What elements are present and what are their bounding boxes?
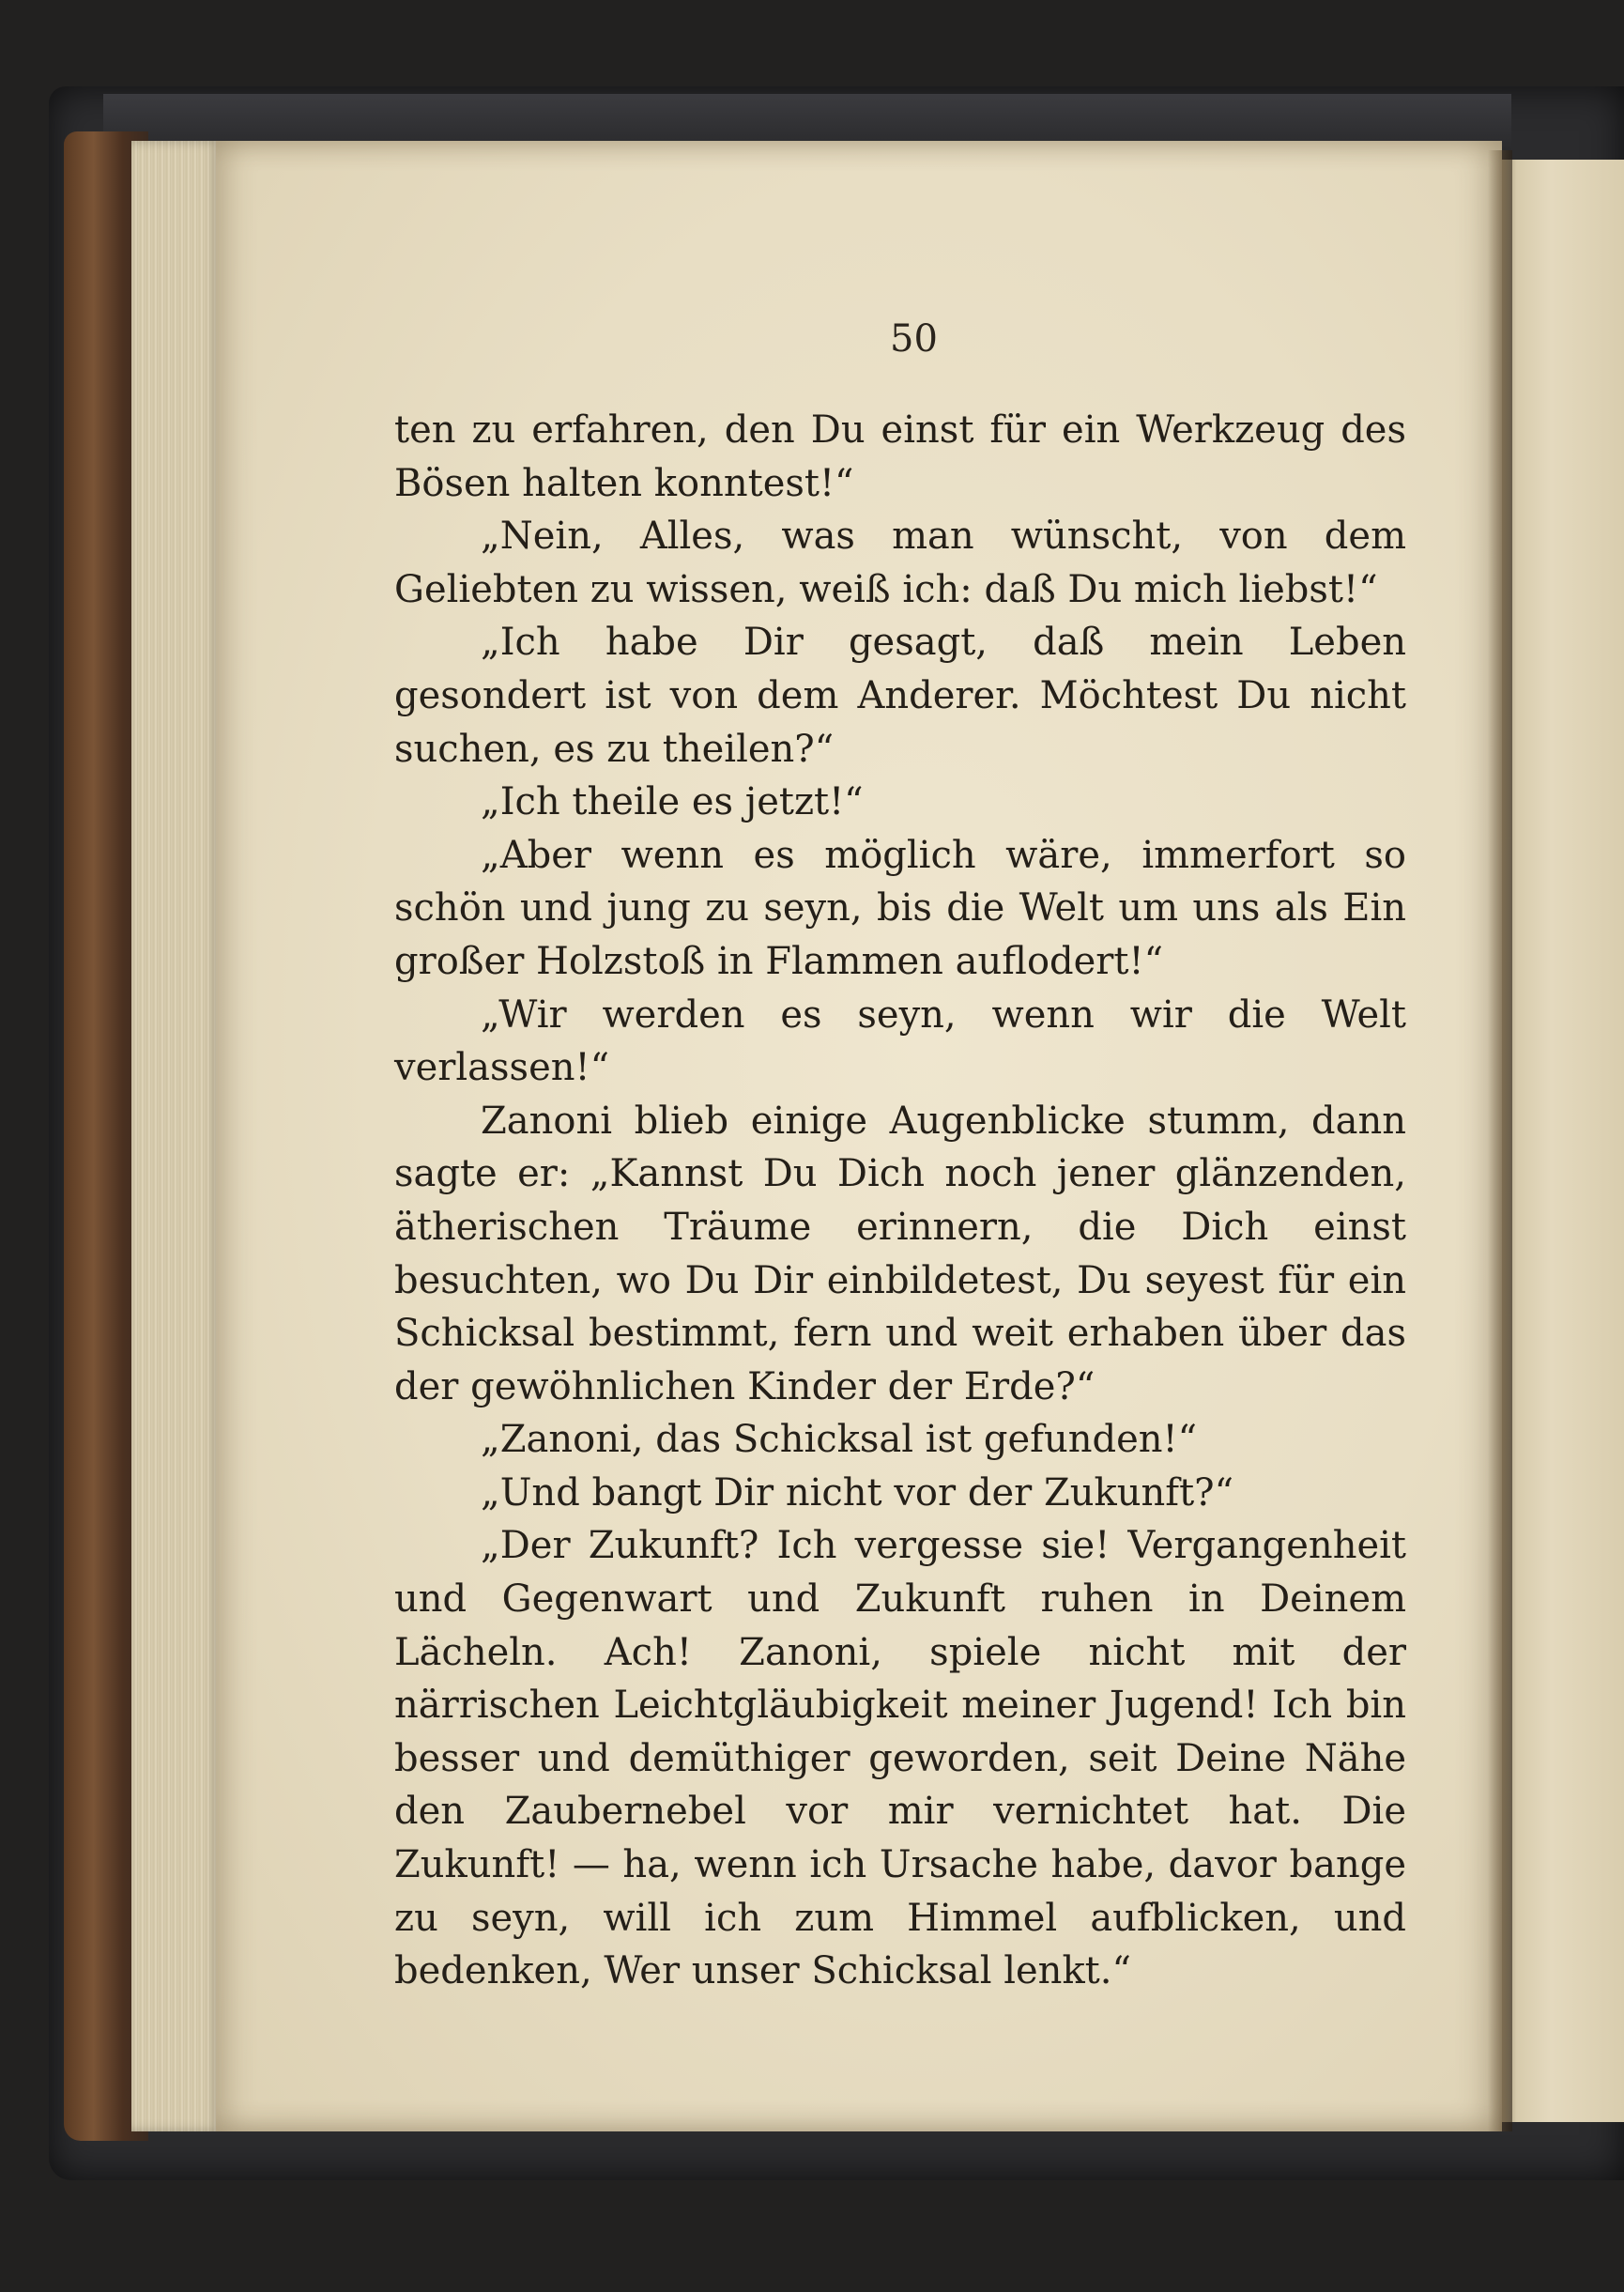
paragraph: „Der Zukunft? Ich vergesse sie! Vergangenheit und Gegenwart und Zukunft ruhen in Deinem Lächeln. Ach! Zanoni, spiele nicht mit der närrischen Leichtgläubigkeit meiner Jugend! Ich bin besser und demüthiger geworden, seit Deine Nähe den Zaubernebel vor mir vernichtet hat. Die Zukunft! — ha, wenn ich Ursache habe, davor bange zu seyn, will ich zum Himmel aufblicken, und bedenken, Wer unser Schicksal lenkt.“ <box>394 1524 1406 1993</box>
paragraph: „Ich theile es jetzt!“ <box>481 780 864 824</box>
page-text <box>394 404 1406 1998</box>
paragraph: „Und bangt Dir nicht vor der Zukunft?“ <box>481 1470 1234 1515</box>
page-gutter <box>1488 150 1512 2131</box>
paragraph: „Aber wenn es möglich wäre, immerfort so schön und jung zu seyn, bis die Welt um uns als Ein großer Holzstoß in Flammen auflodert!“ <box>394 833 1406 983</box>
page-edges <box>131 141 221 2131</box>
paragraph: Zanoni blieb einige Augenblicke stumm, dann sagte er: „Kannst Du Dich noch jener glänzenden, ätherischen Träume erinnern, die Dich einst besuchten, wo Du Dir einbildetest, Du seyest für ein Schicksal bestimmt, fern und weit erhaben über das der gewöhnlichen Kinder der Erde?“ <box>394 1099 1406 1408</box>
facing-page <box>1502 160 1624 2122</box>
paragraph: „Zanoni, das Schicksal ist gefunden!“ <box>481 1418 1198 1462</box>
paragraph: ten zu erfahren, den Du einst für ein Werkzeug des Bösen halten konntest!“ <box>394 408 1406 505</box>
paragraph: „Ich habe Dir gesagt, daß mein Leben gesondert ist von dem Anderer. Möchtest Du nicht suchen, es zu theilen?“ <box>394 621 1406 771</box>
paragraph: „Wir werden es seyn, wenn wir die Welt verlassen!“ <box>394 992 1406 1090</box>
page-number: 50 <box>890 317 938 361</box>
paragraph: „Nein, Alles, was man wünscht, von dem Geliebten zu wissen, weiß ich: daß Du mich liebst!“ <box>394 515 1406 611</box>
